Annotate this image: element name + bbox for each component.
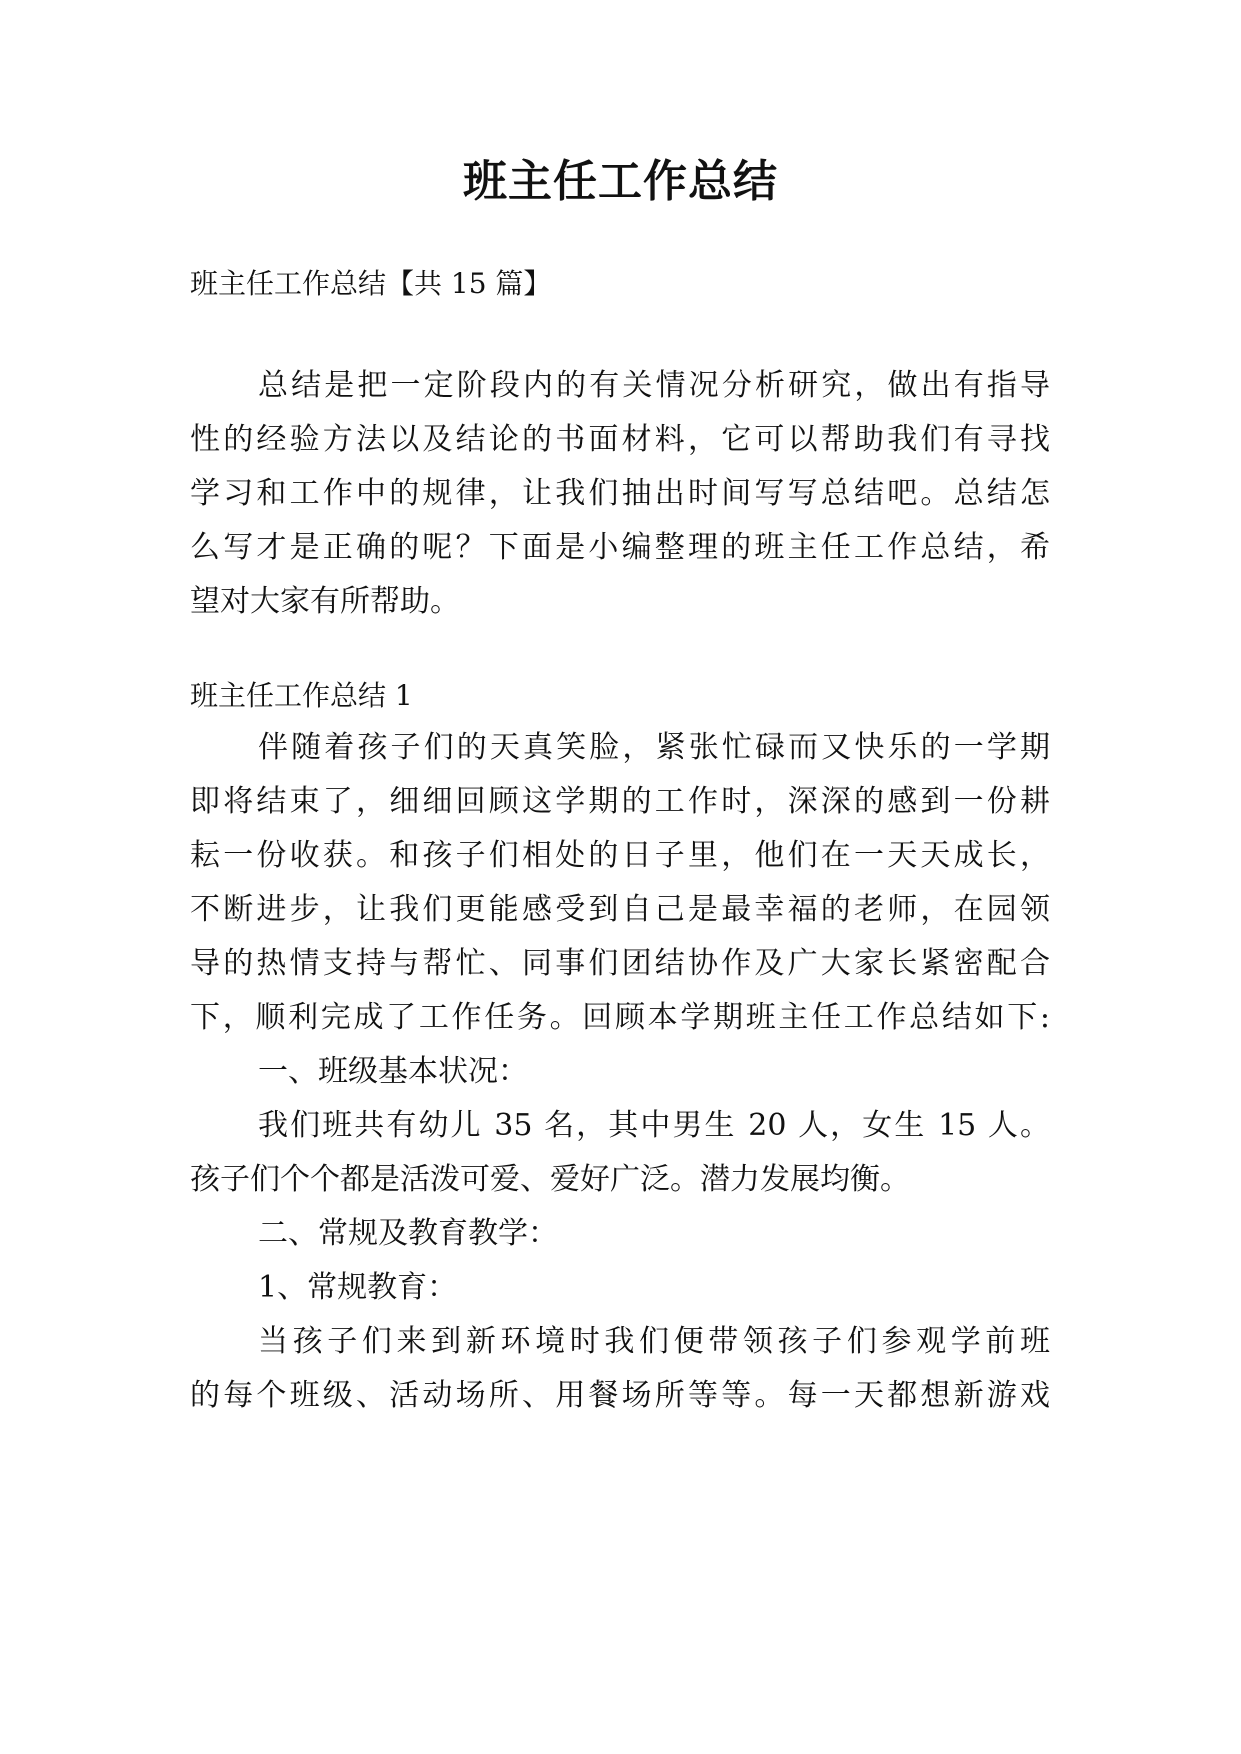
paragraph-line: 不断进步，让我们更能感受到自己是最幸福的老师，在园领 xyxy=(190,892,1050,927)
paragraph-line: 下，顺利完成了工作任务。回顾本学期班主任工作总结如下: xyxy=(190,1000,1050,1035)
document-subtitle: 班主任工作总结【共 15 篇】 xyxy=(190,267,552,300)
subheading-line: 1、常规教育： xyxy=(258,1270,458,1305)
paragraph-line: 伴随着孩子们的天真笑脸，紧张忙碌而又快乐的一学期 xyxy=(258,730,1050,765)
paragraph-line: 我们班共有幼儿 35 名，其中男生 20 人，女生 15 人。 xyxy=(258,1108,1050,1143)
section-heading: 班主任工作总结 1 xyxy=(190,679,413,712)
paragraph-line: 总结是把一定阶段内的有关情况分析研究，做出有指导 xyxy=(258,368,1050,403)
subheading-line: 一、班级基本状况： xyxy=(258,1054,528,1089)
paragraph-line: 性的经验方法以及结论的书面材料，它可以帮助我们有寻找 xyxy=(190,422,1050,457)
paragraph-line: 耘一份收获。和孩子们相处的日子里，他们在一天天成长， xyxy=(190,838,1050,873)
paragraph-line: 学习和工作中的规律，让我们抽出时间写写总结吧。总结怎 xyxy=(190,476,1050,511)
paragraph-line: 么写才是正确的呢？下面是小编整理的班主任工作总结，希 xyxy=(190,530,1050,565)
subheading-line: 二、常规及教育教学： xyxy=(258,1216,558,1251)
paragraph-line: 当孩子们来到新环境时我们便带领孩子们参观学前班 xyxy=(258,1324,1050,1359)
paragraph-line: 的每个班级、活动场所、用餐场所等等。每一天都想新游戏 xyxy=(190,1378,1050,1413)
paragraph-line: 导的热情支持与帮忙、同事们团结协作及广大家长紧密配合 xyxy=(190,946,1050,981)
paragraph-line: 即将结束了，细细回顾这学期的工作时，深深的感到一份耕 xyxy=(190,784,1050,819)
document-title: 班主任工作总结 xyxy=(463,156,778,207)
paragraph-line: 望对大家有所帮助。 xyxy=(190,584,460,619)
paragraph-line: 孩子们个个都是活泼可爱、爱好广泛。潜力发展均衡。 xyxy=(190,1162,910,1197)
